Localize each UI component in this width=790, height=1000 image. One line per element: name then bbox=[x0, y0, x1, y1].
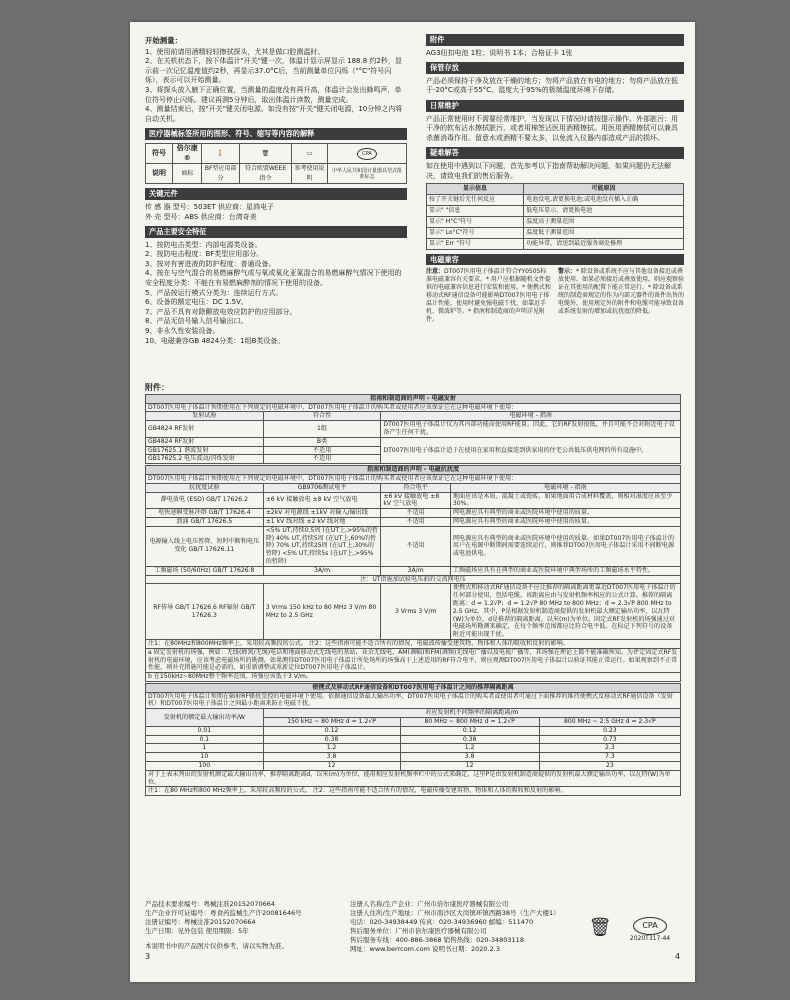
footer-line: 注册人住所/生产地址：广州市南沙区大岗镇环镇西路38号（生产大楼1） bbox=[350, 909, 560, 917]
cell: 工频磁场应具有在典型的商业或医院环境中典型场所的工频磁场水平特性。 bbox=[450, 566, 680, 575]
cell: 23 bbox=[539, 762, 680, 771]
symbol-desc: 参考使用说明 bbox=[292, 164, 328, 184]
storage-text: 产品必须保持干净及放在干燥的地方；勿将产品放在有电的地方；勿将产品放在低于-20°C或高于55°C、湿度大于95%的极端温度环境下存储。 bbox=[426, 76, 678, 95]
table-row bbox=[427, 238, 684, 249]
trouble-header: 可能原因 bbox=[524, 184, 684, 195]
cell: 3.8 bbox=[263, 753, 400, 762]
cell: <5% UT,持续0.5周 (在UT上,>95%的暂降) 40% UT,持续5周 (在UT上,60%的暂降) 70% UT,持续25周 (在UT上,30%的暂降) <5% UT,持续5s (在UT上,>95%的暂降) bbox=[263, 526, 381, 566]
safety-bar: 产品主要安全特征 bbox=[145, 226, 407, 238]
footer-line: 网址：www.berrcom.com 说明书日期：2020.2.3 bbox=[350, 945, 500, 953]
key-parts-bar: 关键元件 bbox=[145, 188, 407, 200]
cell: 浪涌 GB/T 17626.5 bbox=[146, 517, 264, 526]
emc-note bbox=[426, 268, 552, 324]
footer-line: 售后服务单位：广州市倍尔康医疗器械有限公司 bbox=[350, 927, 487, 935]
table-row bbox=[427, 216, 684, 227]
col-header: 发射试验 bbox=[146, 412, 264, 421]
table-desc: DT007医用电子体温计预期使用在下列规定的电磁环境中，DT007医用电子体温计的购买者或使用者应该保证它在这种电磁环境下使用： bbox=[146, 474, 681, 483]
footer-left bbox=[145, 900, 345, 951]
emc-bar: 电磁兼容 bbox=[426, 254, 684, 266]
table-row bbox=[427, 205, 684, 216]
col-header: 电磁环境 - 指南 bbox=[381, 412, 681, 421]
symbol-desc: 符合欧盟WEEE指令 bbox=[239, 164, 291, 184]
footer-right bbox=[350, 900, 580, 954]
symbol-row-head: 符号 bbox=[146, 143, 173, 163]
col-header: 符合性 bbox=[263, 412, 381, 421]
cell: 3 Vrms 150 kHz to 80 MHz 3 V/m 80 MHz to 2.5 GHz bbox=[263, 584, 381, 640]
cell: B类 bbox=[263, 437, 381, 446]
table-note: 对于上表未列出的发射机额定最大输出功率，推荐隔离距离d，以米(m)为单位，能用相应发射机频率栏中的公式来确定，这里P是由发射机制造商提供的发射机最大额定输出功率，以瓦特(W)为单位。 bbox=[146, 770, 681, 787]
table-row bbox=[146, 584, 681, 640]
cell: 100 bbox=[146, 762, 264, 771]
footer-line: 电话：020-34938449 传真：020-34936960 邮编：511470 bbox=[350, 918, 534, 926]
symbol-desc: 商标 bbox=[173, 164, 202, 184]
cell: 1.2 bbox=[400, 744, 539, 753]
warning-text: * 除设备或系统不应与其他设备接近或叠放使用，如果必须接近或叠放使用，则应观察验证在其使用的配置下能正常运行。* 除设备或系统的制造商规定的作为内部元器件的备件出售的电缆外，使用规定外的附件和电缆可能导致设备或系统发射的增加或抗扰度的降低。 bbox=[558, 268, 685, 316]
maintenance-text: 产品正常使用时不需要经常维护，当发现以下情况时请按提示操作。外部脏污：用干净的软布沾水擦拭脏污，或者用棉签沾医用酒精擦拭。用医用酒精擦拭可以兼具杀菌消毒作用。留意水或酒精不要太多，以免流入仪器内部造成产品的损坏。 bbox=[426, 114, 678, 142]
brand-logo: 倍尔康® bbox=[173, 143, 202, 163]
trouble-bar: 疑难解答 bbox=[426, 147, 684, 159]
page-number-right: 4 bbox=[675, 952, 681, 961]
cell: 3A/m bbox=[263, 566, 381, 575]
table-head: 便携式及移动式RF通信设备和DT007医用电子体温计之间的推荐隔离距离 bbox=[146, 683, 681, 692]
table-row bbox=[146, 509, 681, 518]
trouble-cause: 温度高于测量范围 bbox=[524, 216, 684, 227]
symbol-desc: BF型应用部分 bbox=[202, 164, 239, 184]
start-title: 开始测量： bbox=[145, 36, 182, 45]
table-row bbox=[427, 194, 684, 205]
cell: 1.2 bbox=[263, 744, 400, 753]
cell: GB4824 RF发射 bbox=[146, 437, 264, 446]
cell: 不适用 bbox=[263, 455, 381, 464]
weee-bin-icon: 🗑 bbox=[239, 143, 291, 163]
table-note: 注：UT指施加试验电压前的交流网电压 bbox=[146, 575, 681, 584]
symbols-bar: 医疗器械标签所用的图形、符号、缩写等内容的解释 bbox=[145, 128, 407, 140]
right-column bbox=[426, 34, 684, 324]
cell: 网电源应具有典型的商业或医院环境中使用的质量。 bbox=[450, 517, 680, 526]
safety-item: 9、非永久性安装设备。 bbox=[145, 327, 220, 336]
table-row bbox=[146, 735, 681, 744]
distance-table bbox=[145, 683, 681, 796]
table-row bbox=[146, 526, 681, 566]
cell: 0.38 bbox=[263, 735, 400, 744]
cell: ±6 kV 接触放电 ±8 kV 空气放电 bbox=[381, 492, 451, 509]
cell: 不适用 bbox=[263, 446, 381, 455]
cell: GB17625.2 电压波动/闪烁发射 bbox=[146, 455, 264, 464]
cell: 0.1 bbox=[146, 735, 264, 744]
appendix bbox=[145, 382, 681, 796]
symbol-desc: 中华人民共和国计量器具型式批准标志 bbox=[327, 164, 406, 184]
table-head: 指南和制造商的声明 - 电磁抗扰度 bbox=[146, 466, 681, 475]
cell: 1 bbox=[146, 744, 264, 753]
table-row bbox=[146, 726, 681, 735]
cell: ±1 kV 线对线 ±2 kV 线对地 bbox=[263, 517, 381, 526]
bf-symbol-icon: 🚶 bbox=[202, 143, 239, 163]
cpa-mark bbox=[625, 917, 675, 942]
cpa-code: 2020T317-44 bbox=[629, 935, 671, 942]
page-number-left: 3 bbox=[145, 952, 151, 961]
table-row bbox=[146, 762, 681, 771]
cell: 2.3 bbox=[539, 744, 680, 753]
weee-bin-icon: 🗑 bbox=[588, 917, 612, 938]
accessory-text: AG3纽扣电池 1粒；说明书 1本；合格证卡 1张 bbox=[426, 48, 573, 57]
cell: 电源输入线上电压暂降、短时中断和电压变化 GB/T 17626.11 bbox=[146, 526, 264, 566]
emc-notes bbox=[426, 268, 684, 324]
trouble-text: 如在使用中遇到以下问题，首先参考以下指南帮助解决问题，如果问题仍无法解决，请致电我们的售后服务。 bbox=[426, 161, 671, 180]
cell: 0.12 bbox=[400, 726, 539, 735]
start-item: 2、在关机状态下，按下体温计"开关"键一次，体温计显示屏显示 188.8 约2秒，显示前一次记忆温度值约2秒，再显示37.0°C后，当前测量单位闪烁（"°C"符号闪烁），表示可以开始测量。 bbox=[145, 57, 402, 85]
symbol-table bbox=[145, 143, 407, 184]
safety-item: 1、按防电击类型：内部电源类设备。 bbox=[145, 240, 262, 249]
cell: 3.8 bbox=[400, 753, 539, 762]
cell: ±6 kV 接触放电 ±8 kV 空气放电 bbox=[263, 492, 381, 509]
cell: 不适用 bbox=[381, 517, 451, 526]
trouble-display: 显示" H°C"符号 bbox=[427, 216, 524, 227]
col-header: 发射机的额定最大输出功率/W bbox=[146, 709, 264, 727]
table-row bbox=[146, 492, 681, 509]
cell: 0.38 bbox=[400, 735, 539, 744]
cell: 静电放电 (ESD) GB/T 17626.2 bbox=[146, 492, 264, 509]
manual-page bbox=[130, 22, 695, 982]
emc-warning bbox=[558, 268, 684, 324]
maintenance-bar: 日常维护 bbox=[426, 100, 684, 112]
table-row bbox=[146, 421, 681, 438]
start-item: 4、测量结束后，按"开关"键关闭电源。如没有按"开关"键关闭电源，10分钟之内将自动关机。 bbox=[145, 105, 403, 123]
cell: 10 bbox=[146, 753, 264, 762]
col-header: 对应发射机不同频率的隔离距离/m bbox=[263, 709, 680, 718]
trouble-header: 显示信息 bbox=[427, 184, 524, 195]
table-row bbox=[146, 753, 681, 762]
footer-line: 生产企业许可证编号：粤食药监械生产许20081646号 bbox=[145, 909, 302, 917]
safety-item: 10、电磁兼容GB 4824分类：1组B类设备。 bbox=[145, 336, 285, 345]
trouble-cause: 电池没电,请更换电池;或电池没有插入正确 bbox=[524, 194, 684, 205]
storage-bar: 保管存放 bbox=[426, 62, 684, 74]
table-note: a 固定发射机的场强，例如：无线(蜂窝/无绳)电话和地面移动式无线电的基站、业余无线电、AM(调幅)和FM(调频)无线电广播以及电视广播等，其场强在理论上都不能准确预知。为评定固定式RF发射机的电磁环境，应该考虑电磁场所的勘测。如果测得DT007医用电子体温计所处场所的场强高于上述适用的RF符合电平，则应观测DT007医用电子体温计以验证其能正常运行。如果观察到不正常性能，则补充措施可能是必需的，如重新调整或重新定位DT007医用电子体温计。 bbox=[146, 648, 681, 672]
trouble-table bbox=[426, 183, 684, 250]
explain-row-head: 说明 bbox=[146, 164, 173, 184]
emission-table bbox=[145, 394, 681, 464]
trouble-display: 显示" "信息 bbox=[427, 205, 524, 216]
table-note: b 在150kHz~80MHz整个频率范围，场强应该低于3 V/m。 bbox=[146, 673, 681, 682]
safety-item: 3、按对有害进液的防护程度：普通设备。 bbox=[145, 259, 276, 268]
cell: GB4824 RF发射 bbox=[146, 421, 264, 438]
cell: 工频磁场 (50/60Hz) GB/T 17626.8 bbox=[146, 566, 264, 575]
footer-line: 产品技术要求编号：粤械注准20152070664 bbox=[145, 900, 275, 908]
cell: 7.3 bbox=[539, 753, 680, 762]
cell: 地面应该是木质、混凝土或瓷砖，如果地面用合成材料覆盖，则相对湿度应该至少30%。 bbox=[450, 492, 680, 509]
cell: 12 bbox=[263, 762, 400, 771]
cell: 0.12 bbox=[263, 726, 400, 735]
table-row bbox=[146, 744, 681, 753]
cell: 不适用 bbox=[381, 526, 451, 566]
footer-line: 生产日期：见外包装 使用期限：5年 bbox=[145, 927, 249, 935]
safety-item: 7、产品不具有对除颤放电效应防护的应用部分。 bbox=[145, 307, 297, 316]
col-subheader: 80 MHz ~ 800 MHz d = 1.2√P bbox=[400, 718, 539, 727]
table-desc: DT007医用电子体温计预期使用在下列规定的电磁环境中，DT007医用电子体温计的购买者或使用者应该保证它在这种电磁环境下使用： bbox=[146, 403, 681, 412]
appendix-title: 附件： bbox=[145, 383, 169, 392]
key-line: 外 壳 型号：ABS 供应商：台湾奇美 bbox=[145, 212, 257, 221]
safety-item: 5、产品按运行模式分类为：连续运行方式。 bbox=[145, 288, 283, 297]
table-note: 注1：在80 MHz和800 MHz频率上，采用较高频段的公式。 注2：这些指南可能不适合所有的情况，电磁传播受建筑物、物体和人体的吸收和反射的影响。 bbox=[146, 787, 681, 796]
warning-head: 警示： bbox=[558, 268, 577, 276]
table-row bbox=[146, 437, 681, 446]
cell: DT007医用电子体温计仅为其内部功能而使用RF能量。因此，它的RF发射很低，并且可能不会对附近电子设备产生任何干扰。 bbox=[381, 421, 681, 438]
col-header: GB9706测试电平 bbox=[263, 483, 381, 492]
cell: 便携式和移动式RF通信设备不应比推荐的隔离距离更靠近DT007医用电子体温计的任何部分使用，包括电缆。该距离应由与发射机频率相应的公式计算。推荐的隔离距离：d = 1.2√P；d = 1.2√P 80 MHz to 800 MHz；d = 2.3√P 800 MHz to 2.5 GHz。其中，P是根据发射机制造商提供的发射机最大额定输出功率，以瓦特(W)为单位，d是推荐的隔离距离，以米(m)为单位。固定式RF发射机的场强通过对电磁场所勘测来确定，在每个频率范围都应比符合电平低。在标记下列符号的设备附近可能出现干扰。 bbox=[450, 584, 680, 640]
col-header: 电磁环境 - 指南 bbox=[450, 483, 680, 492]
cell: RF传导 GB/T 17626.6 RF辐射 GB/T 17626.3 bbox=[146, 584, 264, 640]
accessory-bar: 附件 bbox=[426, 34, 684, 46]
cell: 3 Vrms 3 V/m bbox=[381, 584, 451, 640]
cell: 1组 bbox=[263, 421, 381, 438]
trouble-display: 显示" Lo°C"符号 bbox=[427, 227, 524, 238]
note-text: DT007医用电子体温计符合YY0505标准电磁兼容有关要求。* 用户应根据随机文件提供的电磁兼容信息进行安装和使用。* 便携式和移动式RF通信设备可能影响DT007医用电子体温计性能，使用时避免强电磁干扰，如靠近手机、微波炉等。* 指南和制造商的声明详见附件。 bbox=[426, 268, 551, 324]
cell: 3A/m bbox=[381, 566, 451, 575]
table-row bbox=[146, 517, 681, 526]
safety-item: 8、产品无信号输入信号输出口。 bbox=[145, 317, 248, 326]
cell: 网电源应具有典型的商业或医院环境中使用的质量。如果DT007医用电子体温计的用户在电源中断期间需要连续运行，则推荐DT007医用电子体温计采用不间断电源或电池供电。 bbox=[450, 526, 680, 566]
cell: DT007医用电子体温计适于在使用在家用和直接连到供家用的住宅公共低压供电网的所有设施中。 bbox=[381, 437, 681, 463]
table-desc: DT007医用电子体温计预期在辐射RF骚扰受控的电磁环境下使用。依据通信设备最大输出功率，DT007医用电子体温计的购买者或使用者可通过下面推荐的维持便携式及移动式RF通信设备（发射机）和DT007医用电子体温计之间最小距离来防止电磁干扰。 bbox=[146, 692, 681, 709]
immunity-table bbox=[145, 465, 681, 682]
safety-item: 2、按防电击程度：BF类型应用部分。 bbox=[145, 250, 264, 259]
table-row bbox=[427, 227, 684, 238]
col-header: 符合电平 bbox=[381, 483, 451, 492]
cell: GB17625.1 谐波发射 bbox=[146, 446, 264, 455]
cell: 0.23 bbox=[539, 726, 680, 735]
cell: 0.73 bbox=[539, 735, 680, 744]
left-column bbox=[145, 34, 407, 346]
footer-line: 注册证编号：粤械注准20152070664 bbox=[145, 918, 256, 926]
trouble-cause: 低电压显示，请更换电池 bbox=[524, 205, 684, 216]
manual-book-icon: ▭ bbox=[292, 143, 328, 163]
safety-item: 4、按在与空气混合的易燃麻醉气或与氧或氧化亚氮混合的易燃麻醉气情况下使用的安全程度分类：不能在有易燃麻醉剂的情况下使用的设备。 bbox=[145, 269, 402, 288]
key-line: 传 感 器 型号：503ET 供应商：星鸿电子 bbox=[145, 202, 274, 211]
cell: ±2kV 对电源线 ±1kV 对输入/输出线 bbox=[263, 509, 381, 518]
start-item: 3、将探头放入腋下正确位置，当测量的温度没有再升高，体温计会发出蜂鸣声，单位符号停止闪烁。建议再测5分钟后，取出体温计读数，测量完成。 bbox=[145, 85, 402, 104]
cell: 不适用 bbox=[381, 509, 451, 518]
table-head: 指南和制造商的声明 - 电磁发射 bbox=[146, 394, 681, 403]
cell: 电快速瞬变脉冲群 GB/T 17626.4 bbox=[146, 509, 264, 518]
col-header: 抗扰度试验 bbox=[146, 483, 264, 492]
col-subheader: 150 kHz ~ 80 MHz d = 1.2√P bbox=[263, 718, 400, 727]
footer-line: 售后服务专线：400-886-3868 销售热线：020-34803118 bbox=[350, 936, 524, 944]
cell: 0.01 bbox=[146, 726, 264, 735]
cell: 网电源应具有典型的商业或医院环境中使用的质量。 bbox=[450, 509, 680, 518]
start-item: 1、使用前请用酒精轻轻擦拭探头，尤其是做口腔测温时。 bbox=[145, 47, 325, 56]
trouble-display: 按了开关键后无任何反应 bbox=[427, 194, 524, 205]
col-subheader: 800 MHz ~ 2.5 GHz d = 2.3√P bbox=[539, 718, 680, 727]
table-row bbox=[146, 566, 681, 575]
cpa-mark-icon: CPA bbox=[633, 917, 667, 935]
footer-line: 注册人名称/生产企业：广州市倍尔康医疗器械有限公司 bbox=[350, 900, 509, 908]
note-head: 注意： bbox=[426, 268, 445, 276]
cell: 12 bbox=[400, 762, 539, 771]
trouble-display: 显示" Err "符号 bbox=[427, 238, 524, 249]
cpa-mark-icon: CPA bbox=[327, 143, 406, 163]
trouble-cause: 温度低于测量范围 bbox=[524, 227, 684, 238]
safety-item: 6、设备的额定电压：DC 1.5V。 bbox=[145, 298, 248, 307]
table-note: 注1：在80MHz和800MHz频率上，采用较高频段的公式。 注2：这些指南可能不适合所有的情况，电磁波传播受建筑物、物体和人体的吸收和反射的影响。 bbox=[146, 639, 681, 648]
trouble-cause: 功能异常，请送到最近服务商处修理 bbox=[524, 238, 684, 249]
footer-note: 本说明书中的产品图片仅供参考，请以实物为准。 bbox=[145, 942, 288, 950]
